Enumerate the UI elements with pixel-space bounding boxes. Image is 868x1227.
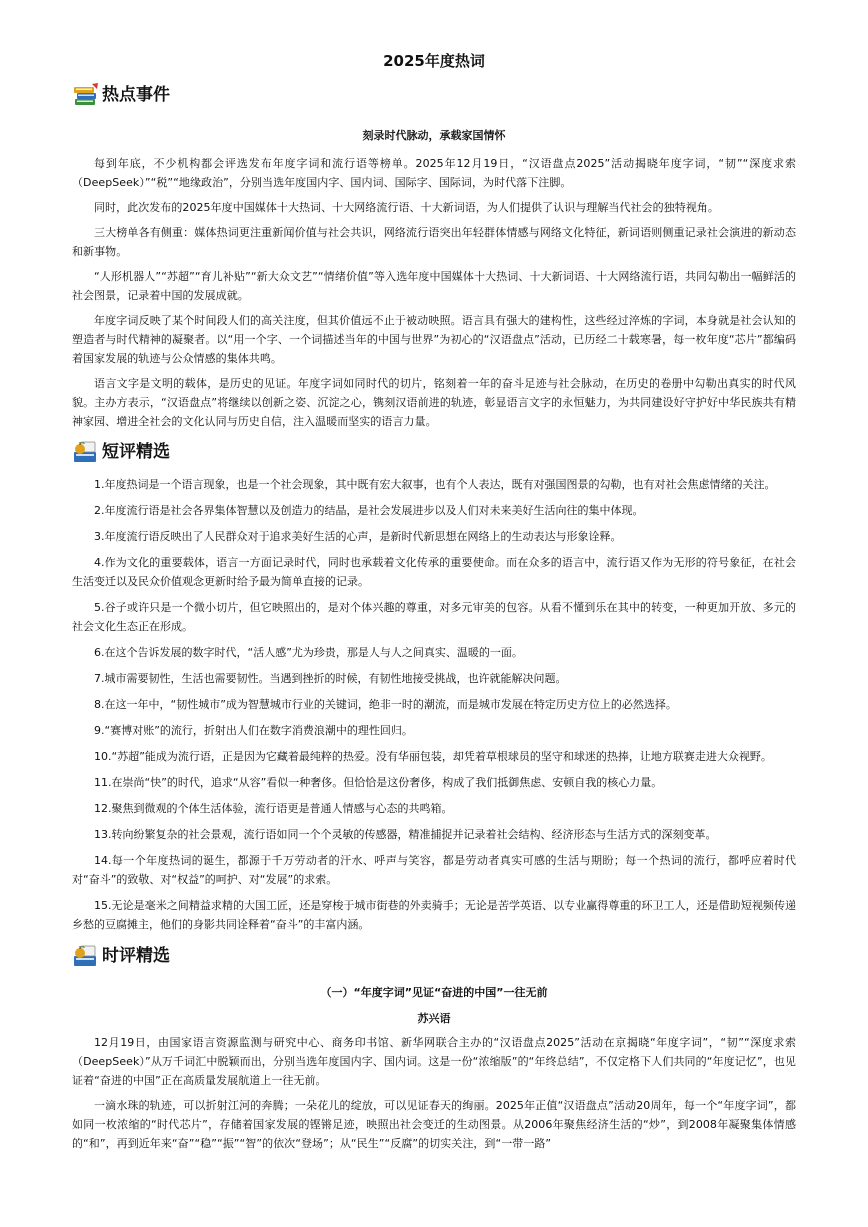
paragraph: 每到年底，不少机构都会评选发布年度字词和流行语等榜单。2025年12月19日，“汉语盘点2025”活动揭晓年度字词，“韧”“深度求索（DeepSeek）”“税”“地缘政治”，分别当选年度国内字、国内词、国际字、国际词，为时代落下注脚。 (72, 157, 796, 189)
list-item: 1.年度热词是一个语言现象，也是一个社会现象，其中既有宏大叙事，也有个人表达，既有对强国图景的勾勒，也有对社会焦虑情绪的关注。 (94, 478, 776, 491)
article-author: 苏兴语 (417, 1012, 451, 1025)
book-apple-icon (72, 439, 100, 465)
section-heading-label: 热点事件 (102, 85, 170, 105)
list-item: 9.“赛博对账”的流行，折射出人们在数字消费浪潮中的理性回归。 (94, 724, 413, 737)
list-item: 10.“苏超”能成为流行语，正是因为它藏着最纯粹的热爱。没有华丽包装，却凭着草根球员的坚守和球迷的热捧，让地方联赛走进大众视野。 (94, 750, 772, 763)
list-item: 3.年度流行语反映出了人民群众对于追求美好生活的心声，是新时代新思想在网络上的生动表达与形象诠释。 (94, 530, 622, 543)
list-item: 6.在这个告诉发展的数字时代，“活人感”尤为珍贵，那是人与人之间真实、温暖的一面。 (94, 646, 523, 659)
list-item: 14.每一个年度热词的诞生，都源于千万劳动者的汗水、呼声与笑容，都是劳动者真实可感的生活与期盼；每一个热词的流行，都呼应着时代对“奋斗”的致敬、对“权益”的呵护、对“发展”的求索。 (72, 854, 796, 886)
section-heading-commentary (72, 941, 796, 971)
book-apple-icon (72, 943, 100, 969)
list-item: 2.年度流行语是社会各界集体智慧以及创造力的结晶，是社会发展进步以及人们对未来美好生活向往的集中体现。 (94, 504, 644, 517)
list-item: 7.城市需要韧性，生活也需要韧性。当遇到挫折的时候，有韧性地接受挑战，也许就能解决问题。 (94, 672, 567, 685)
article-title: （一）“年度字词”见证“奋进的中国”一往无前 (320, 986, 548, 999)
list-item: 8.在这一年中，“韧性城市”成为智慧城市行业的关键词，绝非一时的潮流，而是城市发展在特定历史方位上的必然选择。 (94, 698, 677, 711)
paragraph: 一滴水珠的轨迹，可以折射江河的奔腾；一朵花儿的绽放，可以见证春天的绚丽。2025年正值“汉语盘点”活动20周年，每一个“年度字词”，都如同一枚浓缩的“时代芯片”，存储着国家发展的铿锵足迹，映照出社会变迁的生动图景。从2006年聚焦经济生活的“炒”，到2008年凝聚集体情感的“和”，再到近年来“奋”“稳”“振”“智”的依次“登场”；从“民生”“反腐”的切实关注，到“一带一路” (72, 1099, 796, 1150)
list-item: 11.在崇尚“快”的时代，追求“从容”看似一种奢侈。但恰恰是这份奢侈，构成了我们抵御焦虑、安顿自我的核心力量。 (94, 776, 663, 789)
paragraph: “人形机器人”“苏超”“育儿补贴”“新大众文艺”“情绪价值”等入选年度中国媒体十大热词、十大新词语、十大网络流行语，共同勾勒出一幅鲜活的社会图景，记录着中国的发展成就。 (72, 270, 796, 302)
section-heading-short-comments (72, 437, 796, 467)
paragraph: 12月19日，由国家语言资源监测与研究中心、商务印书馆、新华网联合主办的“汉语盘点2025”活动在京揭晓“年度字词”，“韧”“深度求索（DeepSeek）”从万千词汇中脱颖而出，分别当选年度国内字、国内词。这是一份“浓缩版”的“年终总结”，不仅定格下人们共同的“年度记忆”，也见证着“奋进的中国”正在高质量发展航道上一往无前。 (72, 1036, 796, 1087)
document-title: 2025年度热词 (383, 52, 485, 70)
list-item: 15.无论是毫米之间精益求精的大国工匠，还是穿梭于城市街巷的外卖骑手；无论是苦学英语、以专业赢得尊重的环卫工人，还是借助短视频传递乡愁的豆腐摊主，他们的身影共同诠释着“奋斗”的丰富内涵。 (72, 899, 796, 931)
section-heading-hot-events (72, 80, 796, 110)
paragraph: 语言文字是文明的载体，是历史的见证。年度字词如同时代的切片，铭刻着一年的奋斗足迹与社会脉动，在历史的卷册中勾勒出真实的时代风貌。主办方表示，“汉语盘点”将继续以创新之姿、沉淀之心，镌刻汉语前进的轨迹，彰显语言文字的永恒魅力，为共同建设好守护好中华民族共有精神家园、增进全社会的文化认同与历史自信，注入温暖而坚实的语言力量。 (72, 377, 796, 428)
section-heading-label: 短评精选 (102, 442, 170, 462)
section-subtitle: 刻录时代脉动，承载家国情怀 (362, 129, 506, 142)
section-heading-label: 时评精选 (102, 946, 170, 966)
list-item: 4.作为文化的重要载体，语言一方面记录时代，同时也承载着文化传承的重要使命。而在众多的语言中，流行语又作为无形的符号象征，在社会生活变迁以及民众价值观念更新时给予最为简单直接的记录。 (72, 556, 796, 588)
paragraph: 年度字词反映了某个时间段人们的高关注度，但其价值远不止于被动映照。语言具有强大的建构性，这些经过淬炼的字词，本身就是社会认知的塑造者与时代精神的凝聚者。以“用一个字、一个词描述当年的中国与世界”为初心的“汉语盘点”活动，已历经二十载寒暑，每一枚年度“芯片”都编码着国家发展的轨迹与公众情感的集体共鸣。 (72, 314, 796, 365)
paragraph: 三大榜单各有侧重：媒体热词更注重新闻价值与社会共识，网络流行语突出年轻群体情感与网络文化特征，新词语则侧重记录社会演进的新动态和新事物。 (72, 226, 796, 258)
list-item: 13.转向纷繁复杂的社会景观，流行语如同一个个灵敏的传感器，精准捕捉并记录着社会结构、经济形态与生活方式的深刻变革。 (94, 828, 717, 841)
books-stack-icon (72, 82, 100, 108)
list-item: 12.聚焦到微观的个体生活体验，流行语更是普通人情感与心态的共鸣箱。 (94, 802, 453, 815)
paragraph: 同时，此次发布的2025年度中国媒体十大热词、十大网络流行语、十大新词语，为人们提供了认识与理解当代社会的独特视角。 (94, 201, 719, 214)
list-item: 5.谷子或许只是一个微小切片，但它映照出的，是对个体兴趣的尊重，对多元审美的包容。从看不懂到乐在其中的转变，一种更加开放、多元的社会文化生态正在形成。 (72, 601, 796, 633)
